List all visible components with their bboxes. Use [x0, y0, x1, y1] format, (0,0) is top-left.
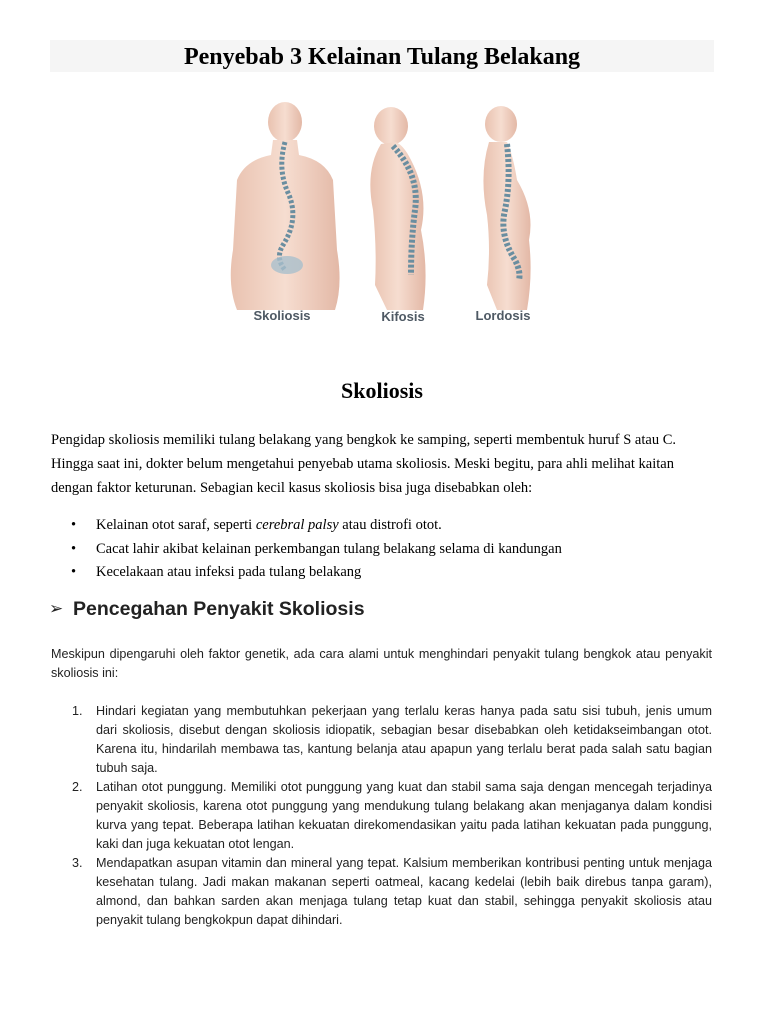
- list-item: • Kecelakaan atau infeksi pada tulang belakang: [51, 561, 715, 585]
- kifosis-figure: [370, 107, 425, 310]
- bullet-icon: •: [71, 540, 77, 557]
- arrow-bullet-icon: ➢: [49, 599, 64, 618]
- list-item: 1. Hindari kegiatan yang membutuhkan pekerjaan yang terlalu keras hanya pada satu sisi tubuh, jenis umum dari skoliosis, disebut dengan skoliosis idiopatik, sebagian besar disebabkan oleh ketidakseimbangan otot. Karena itu, hindarilah membawa tas, kantung belanja atau apapun yang terlalu berat pada salah satu bagian tubuh saja.: [72, 704, 712, 775]
- skoliosis-figure: [231, 102, 340, 310]
- lordosis-figure: [483, 106, 530, 310]
- bullet-icon: •: [71, 564, 77, 580]
- label-kifosis: Kifosis: [381, 309, 425, 324]
- list-item: • Kelainan otot saraf, seperti cerebral palsy atau distrofi otot.: [51, 514, 715, 538]
- prevention-steps: [51, 702, 712, 930]
- step-number: 1.: [72, 704, 83, 718]
- cause-list: [51, 514, 715, 585]
- section-title: Skoliosis: [341, 378, 423, 403]
- page-title: Penyebab 3 Kelainan Tulang Belakang: [183, 44, 581, 70]
- list-item: 2. Latihan otot punggung. Memiliki otot punggung yang kuat dan stabil sama saja dengan mencegah terjadinya penyakit skoliosis, karena otot punggung yang mendukung tulang belakang akan menjaganya dalam kondisi kurva yang tepat. Beberapa latihan kekuatan direkomendasikan yaitu pada latihan kekuatan pada punggung, kaki dan juga kekuatan otot lengan.: [72, 780, 712, 851]
- prevention-intro: Meskipun dipengaruhi oleh faktor genetik, ada cara alami untuk menghindari penyakit tulang bengkok atau penyakit skoliosis ini:: [51, 647, 712, 680]
- intro-paragraph: Pengidap skoliosis memiliki tulang belakang yang bengkok ke samping, seperti membentuk huruf S atau C. Hingga saat ini, dokter belum mengetahui penyebab utama skoliosis. Meski begitu, para ahli melihat kaitan dengan faktor keturunan. Sebagian kecil kasus skoliosis bisa juga disebabkan oleh:: [51, 432, 677, 496]
- prevention-heading: ➢ Pencegahan Penyakit Skoliosis: [49, 598, 365, 620]
- label-skoliosis: Skoliosis: [253, 308, 311, 323]
- list-item: 3. Mendapatkan asupan vitamin dan mineral yang tepat. Kalsium memberikan kontribusi penting untuk menjaga kesehatan tulang. Jadi makan makanan seperti oatmeal, kacang kedelai (lebih baik direbus tanpa garam), almond, dan bahkan sarden akan menjaga tulang tetap kuat dan stabil, sehingga penyakit skoliosis atau penyakit tulang bengkokpun dapat dihindari.: [72, 856, 712, 927]
- spine-illustration: [215, 100, 555, 332]
- label-lordosis: Lordosis: [475, 308, 531, 323]
- list-item: • Cacat lahir akibat kelainan perkembangan tulang belakang selama di kandungan: [51, 538, 715, 562]
- step-number: 3.: [72, 856, 83, 870]
- step-number: 2.: [72, 780, 83, 794]
- bullet-icon: •: [71, 517, 77, 533]
- emphasis: cerebral palsy: [255, 517, 339, 533]
